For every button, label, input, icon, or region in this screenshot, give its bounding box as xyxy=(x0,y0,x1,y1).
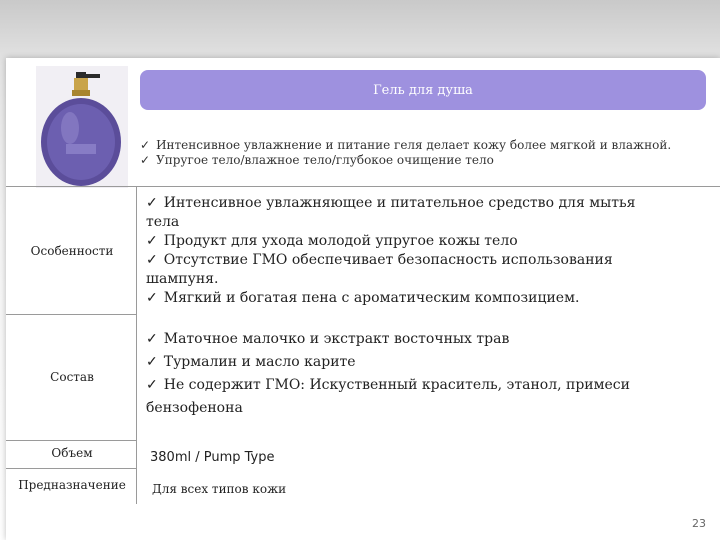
intro-list xyxy=(140,138,720,168)
shower-gel-bottle-icon xyxy=(36,66,128,188)
row-label-volume: Объем xyxy=(51,446,93,460)
table-divider xyxy=(6,314,136,315)
list-item: ✓ Не содержит ГМО: Искуственный краситель, этанол, примеси xyxy=(146,377,630,393)
check-icon: ✓ xyxy=(146,377,158,393)
intro-item: ✓ Интенсивное увлажнение и питание геля делает кожу более мягкой и влажной. xyxy=(140,138,672,152)
features-cell xyxy=(146,194,706,308)
purpose-value: Для всех типов кожи xyxy=(152,482,287,496)
check-icon: ✓ xyxy=(146,331,158,347)
page-number: 23 xyxy=(692,517,706,530)
row-label-composition: Состав xyxy=(50,370,94,384)
list-item: тела xyxy=(146,214,180,230)
list-item: ✓ Отсутствие ГМО обеспечивает безопасность использования xyxy=(146,252,613,268)
row-label-purpose: Предназначение xyxy=(18,478,126,492)
table-divider xyxy=(6,468,136,469)
check-icon: ✓ xyxy=(140,138,151,152)
list-item: шампуня. xyxy=(146,271,219,287)
slide xyxy=(6,58,720,540)
list-item: ✓ Турмалин и масло карите xyxy=(146,354,356,370)
product-bottle-image xyxy=(36,66,128,188)
intro-item: ✓ Упругое тело/влажное тело/глубокое очищение тело xyxy=(140,153,494,167)
check-icon: ✓ xyxy=(146,290,158,306)
page-title: Гель для душа xyxy=(373,82,473,98)
list-item: ✓ Продукт для ухода молодой упругое кожы тело xyxy=(146,233,518,249)
list-item: ✓ Маточное малочко и экстракт восточных трав xyxy=(146,331,510,347)
table-divider xyxy=(6,186,720,187)
table-divider xyxy=(6,440,136,441)
table-divider xyxy=(136,186,137,504)
check-icon: ✓ xyxy=(146,252,158,268)
check-icon: ✓ xyxy=(146,195,158,211)
check-icon: ✓ xyxy=(146,354,158,370)
check-icon: ✓ xyxy=(146,233,158,249)
composition-cell xyxy=(146,328,706,420)
list-item: ✓ Мягкий и богатая пена с ароматическим композицием. xyxy=(146,290,580,306)
volume-value: 380ml / Pump Type xyxy=(150,450,275,465)
row-label-features: Особенности xyxy=(30,244,114,258)
title-bar xyxy=(140,70,706,110)
list-item: бензофенона xyxy=(146,400,243,416)
list-item: ✓ Интенсивное увлажняющее и питательное средство для мытья xyxy=(146,195,636,211)
check-icon: ✓ xyxy=(140,153,151,167)
